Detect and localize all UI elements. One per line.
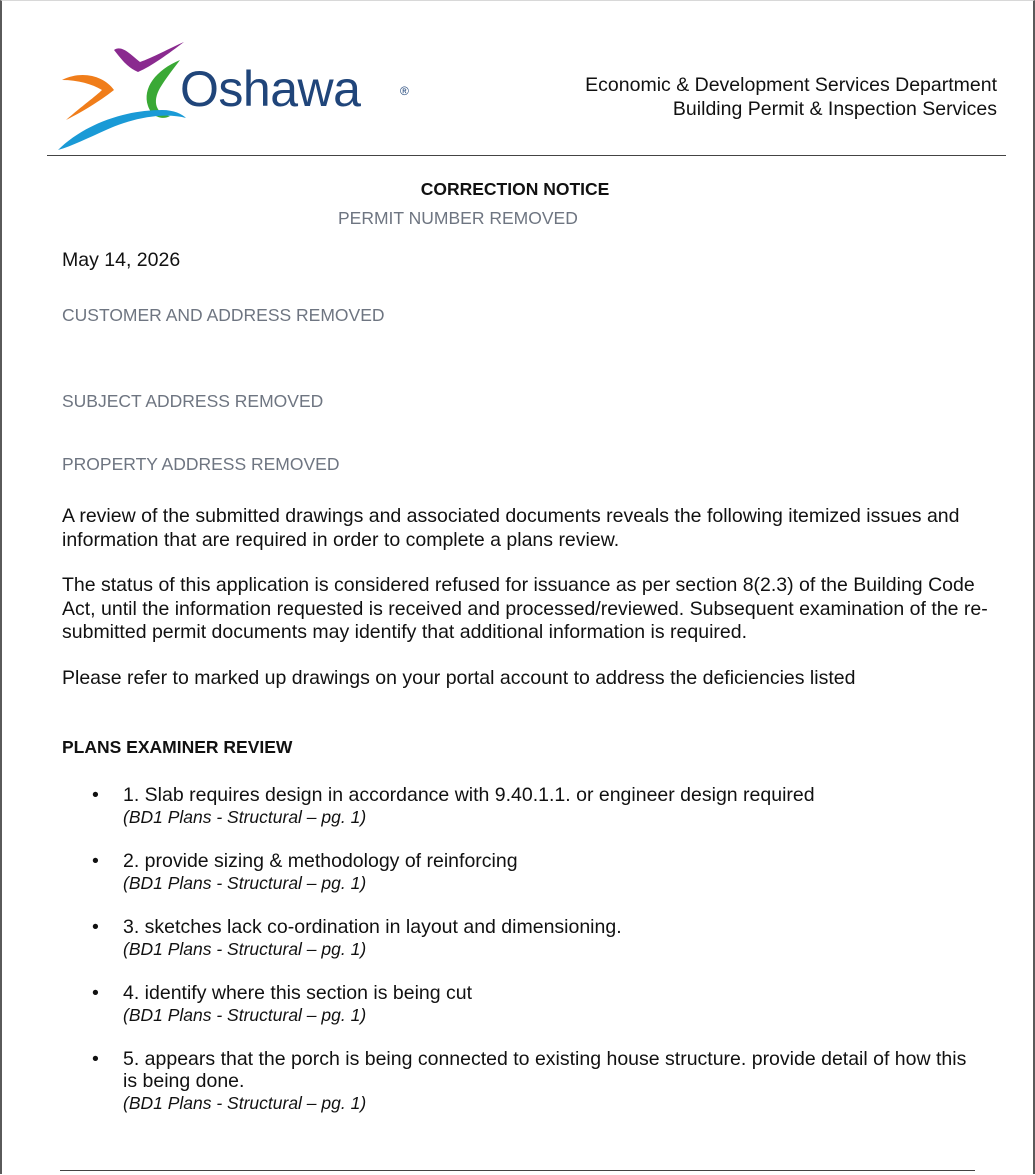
item-text: 5. appears that the porch is being connected to existing house structure. provide detail of how this is being done. xyxy=(123,1048,967,1092)
header-divider xyxy=(47,155,1006,156)
list-item xyxy=(0,1048,973,1114)
item-text: 1. Slab requires design in accordance with 9.40.1.1. or engineer design required xyxy=(123,784,815,806)
list-item xyxy=(0,982,973,1026)
customer-address: CUSTOMER AND ADDRESS REMOVED xyxy=(62,305,385,325)
item-reference: (BD1 Plans - Structural – pg. 1) xyxy=(123,1093,367,1113)
body-paragraph-review: A review of the submitted drawings and associated documents reveals the following itemized issues and information that are required in order to complete a plans review. xyxy=(62,505,960,551)
item-reference: (BD1 Plans - Structural – pg. 1) xyxy=(123,873,367,893)
item-text: 4. identify where this section is being cut xyxy=(123,982,473,1004)
registered-mark: ® xyxy=(400,84,409,98)
item-text: 2. provide sizing & methodology of reinforcing xyxy=(123,850,518,872)
section-heading-plans-review: PLANS EXAMINER REVIEW xyxy=(62,737,293,757)
bullet-icon: • xyxy=(92,850,99,872)
body-paragraph-portal: Please refer to marked up drawings on your portal account to address the deficiencies listed xyxy=(62,667,856,689)
item-reference: (BD1 Plans - Structural – pg. 1) xyxy=(123,1005,367,1025)
review-items-list xyxy=(0,784,1030,1136)
bullet-icon: • xyxy=(92,982,99,1004)
item-reference: (BD1 Plans - Structural – pg. 1) xyxy=(123,807,367,827)
list-item xyxy=(0,850,973,894)
body-paragraph-status: The status of this application is considered refused for issuance as per section 8(2.3) of the Building Code Act, until the information requested is received and processed/reviewed. Subsequent examination of the re-submitted permit documents may identify that additional information is required. xyxy=(62,574,988,643)
department-header xyxy=(585,73,997,121)
list-item xyxy=(0,784,973,828)
subject-address: SUBJECT ADDRESS REMOVED xyxy=(62,391,324,411)
obscured-text-line xyxy=(62,432,972,440)
property-address: PROPERTY ADDRESS REMOVED xyxy=(62,454,340,474)
footer-divider xyxy=(60,1170,975,1171)
bullet-icon: • xyxy=(92,1048,99,1070)
notice-date: May 14, 2026 xyxy=(62,249,181,271)
item-reference: (BD1 Plans - Structural – pg. 1) xyxy=(123,939,367,959)
department-name: Economic & Development Services Department xyxy=(585,74,997,96)
bullet-icon: • xyxy=(92,784,99,806)
logo-wordmark: Oshawa xyxy=(180,61,361,117)
bullet-icon: • xyxy=(92,916,99,938)
item-text: 3. sketches lack co-ordination in layout and dimensioning. xyxy=(123,916,622,938)
notice-title: CORRECTION NOTICE xyxy=(420,179,610,199)
division-name: Building Permit & Inspection Services xyxy=(672,98,997,120)
permit-number: PERMIT NUMBER REMOVED xyxy=(338,208,578,228)
list-item xyxy=(0,916,973,960)
